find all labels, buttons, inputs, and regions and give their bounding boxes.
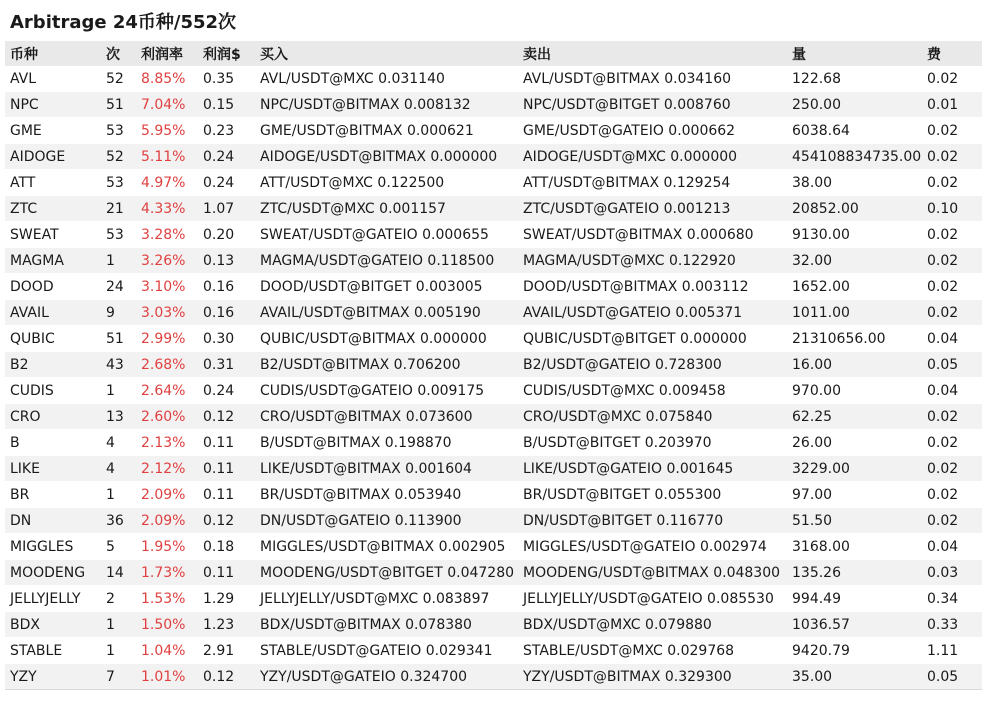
cell-profit: 0.31 xyxy=(198,352,255,378)
table-row[interactable] xyxy=(5,534,982,560)
cell-profit: 0.24 xyxy=(198,170,255,196)
cell-count: 5 xyxy=(101,534,136,560)
table-row[interactable] xyxy=(5,300,982,326)
cell-rate: 5.95% xyxy=(136,118,198,144)
cell-rate: 3.03% xyxy=(136,300,198,326)
cell-profit: 0.12 xyxy=(198,508,255,534)
cell-coin: CRO xyxy=(5,404,101,430)
cell-count: 13 xyxy=(101,404,136,430)
cell-count: 1 xyxy=(101,638,136,664)
cell-count: 53 xyxy=(101,222,136,248)
cell-buy: AVL/USDT@MXC 0.031140 xyxy=(255,66,518,92)
cell-profit: 0.16 xyxy=(198,274,255,300)
cell-sell: B/USDT@BITGET 0.203970 xyxy=(518,430,787,456)
cell-count: 4 xyxy=(101,456,136,482)
cell-coin: AVL xyxy=(5,66,101,92)
cell-buy: NPC/USDT@BITMAX 0.008132 xyxy=(255,92,518,118)
cell-fee: 0.10 xyxy=(922,196,982,222)
cell-rate: 1.01% xyxy=(136,664,198,690)
cell-buy: ATT/USDT@MXC 0.122500 xyxy=(255,170,518,196)
cell-count: 1 xyxy=(101,482,136,508)
cell-profit: 0.20 xyxy=(198,222,255,248)
cell-count: 51 xyxy=(101,326,136,352)
cell-coin: BDX xyxy=(5,612,101,638)
cell-fee: 0.02 xyxy=(922,118,982,144)
cell-buy: YZY/USDT@GATEIO 0.324700 xyxy=(255,664,518,690)
table-row[interactable] xyxy=(5,612,982,638)
cell-fee: 0.04 xyxy=(922,378,982,404)
cell-profit: 1.07 xyxy=(198,196,255,222)
cell-amount: 35.00 xyxy=(787,664,922,690)
column-header-buy[interactable]: 买入 xyxy=(260,46,288,63)
table-header xyxy=(5,41,982,66)
cell-profit: 0.12 xyxy=(198,404,255,430)
cell-sell: MOODENG/USDT@BITMAX 0.048300 xyxy=(518,560,787,586)
header-row xyxy=(5,41,982,66)
table-row[interactable] xyxy=(5,378,982,404)
column-header-coin[interactable]: 币种 xyxy=(10,46,38,63)
cell-count: 24 xyxy=(101,274,136,300)
cell-buy: ZTC/USDT@MXC 0.001157 xyxy=(255,196,518,222)
cell-buy: B2/USDT@BITMAX 0.706200 xyxy=(255,352,518,378)
table-row[interactable] xyxy=(5,482,982,508)
cell-coin: CUDIS xyxy=(5,378,101,404)
cell-profit: 0.11 xyxy=(198,482,255,508)
cell-amount: 38.00 xyxy=(787,170,922,196)
table-row[interactable] xyxy=(5,430,982,456)
cell-coin: MIGGLES xyxy=(5,534,101,560)
table-row[interactable] xyxy=(5,664,982,690)
cell-buy: DN/USDT@GATEIO 0.113900 xyxy=(255,508,518,534)
table-row[interactable] xyxy=(5,66,982,92)
cell-amount: 21310656.00 xyxy=(787,326,922,352)
cell-buy: LIKE/USDT@BITMAX 0.001604 xyxy=(255,456,518,482)
cell-fee: 0.04 xyxy=(922,534,982,560)
cell-sell: BDX/USDT@MXC 0.079880 xyxy=(518,612,787,638)
cell-buy: JELLYJELLY/USDT@MXC 0.083897 xyxy=(255,586,518,612)
cell-rate: 2.99% xyxy=(136,326,198,352)
cell-buy: DOOD/USDT@BITGET 0.003005 xyxy=(255,274,518,300)
cell-amount: 51.50 xyxy=(787,508,922,534)
cell-coin: LIKE xyxy=(5,456,101,482)
table-row[interactable] xyxy=(5,92,982,118)
cell-sell: BR/USDT@BITGET 0.055300 xyxy=(518,482,787,508)
table-row[interactable] xyxy=(5,170,982,196)
cell-amount: 970.00 xyxy=(787,378,922,404)
cell-amount: 3168.00 xyxy=(787,534,922,560)
cell-sell: DOOD/USDT@BITMAX 0.003112 xyxy=(518,274,787,300)
cell-fee: 0.02 xyxy=(922,482,982,508)
table-row[interactable] xyxy=(5,326,982,352)
page-title: Arbitrage 24币种/552次 xyxy=(10,12,237,33)
cell-coin: B xyxy=(5,430,101,456)
cell-coin: NPC xyxy=(5,92,101,118)
cell-sell: NPC/USDT@BITGET 0.008760 xyxy=(518,92,787,118)
cell-profit: 0.11 xyxy=(198,560,255,586)
cell-coin: ATT xyxy=(5,170,101,196)
cell-sell: AVL/USDT@BITMAX 0.034160 xyxy=(518,66,787,92)
cell-count: 43 xyxy=(101,352,136,378)
cell-amount: 3229.00 xyxy=(787,456,922,482)
cell-coin: MOODENG xyxy=(5,560,101,586)
cell-fee: 0.02 xyxy=(922,300,982,326)
cell-buy: SWEAT/USDT@GATEIO 0.000655 xyxy=(255,222,518,248)
cell-coin: SWEAT xyxy=(5,222,101,248)
cell-buy: STABLE/USDT@GATEIO 0.029341 xyxy=(255,638,518,664)
cell-count: 51 xyxy=(101,92,136,118)
cell-fee: 0.03 xyxy=(922,560,982,586)
cell-amount: 62.25 xyxy=(787,404,922,430)
cell-amount: 9130.00 xyxy=(787,222,922,248)
table-row[interactable] xyxy=(5,118,982,144)
cell-count: 2 xyxy=(101,586,136,612)
cell-coin: DOOD xyxy=(5,274,101,300)
cell-coin: GME xyxy=(5,118,101,144)
cell-profit: 1.29 xyxy=(198,586,255,612)
cell-count: 1 xyxy=(101,248,136,274)
cell-buy: GME/USDT@BITMAX 0.000621 xyxy=(255,118,518,144)
cell-fee: 0.02 xyxy=(922,430,982,456)
cell-amount: 994.49 xyxy=(787,586,922,612)
cell-coin: DN xyxy=(5,508,101,534)
table-row[interactable] xyxy=(5,248,982,274)
column-header-sell[interactable]: 卖出 xyxy=(523,46,551,63)
table-row[interactable] xyxy=(5,508,982,534)
cell-buy: MAGMA/USDT@GATEIO 0.118500 xyxy=(255,248,518,274)
table-row[interactable] xyxy=(5,196,982,222)
cell-profit: 0.23 xyxy=(198,118,255,144)
cell-coin: AVAIL xyxy=(5,300,101,326)
cell-profit: 0.24 xyxy=(198,144,255,170)
cell-rate: 1.04% xyxy=(136,638,198,664)
cell-rate: 5.11% xyxy=(136,144,198,170)
cell-sell: LIKE/USDT@GATEIO 0.001645 xyxy=(518,456,787,482)
cell-sell: SWEAT/USDT@BITMAX 0.000680 xyxy=(518,222,787,248)
cell-fee: 0.02 xyxy=(922,170,982,196)
cell-sell: STABLE/USDT@MXC 0.029768 xyxy=(518,638,787,664)
cell-amount: 6038.64 xyxy=(787,118,922,144)
cell-amount: 97.00 xyxy=(787,482,922,508)
cell-profit: 0.12 xyxy=(198,664,255,690)
cell-rate: 2.64% xyxy=(136,378,198,404)
cell-sell: CUDIS/USDT@MXC 0.009458 xyxy=(518,378,787,404)
table-row[interactable] xyxy=(5,456,982,482)
cell-sell: CRO/USDT@MXC 0.075840 xyxy=(518,404,787,430)
cell-amount: 20852.00 xyxy=(787,196,922,222)
cell-profit: 2.91 xyxy=(198,638,255,664)
cell-fee: 1.11 xyxy=(922,638,982,664)
cell-rate: 4.33% xyxy=(136,196,198,222)
cell-amount: 135.26 xyxy=(787,560,922,586)
cell-rate: 2.09% xyxy=(136,482,198,508)
cell-rate: 3.10% xyxy=(136,274,198,300)
cell-rate: 3.26% xyxy=(136,248,198,274)
cell-fee: 0.05 xyxy=(922,664,982,690)
cell-buy: MIGGLES/USDT@BITMAX 0.002905 xyxy=(255,534,518,560)
cell-fee: 0.02 xyxy=(922,222,982,248)
cell-count: 1 xyxy=(101,612,136,638)
cell-fee: 0.02 xyxy=(922,66,982,92)
cell-coin: BR xyxy=(5,482,101,508)
cell-fee: 0.02 xyxy=(922,508,982,534)
cell-coin: B2 xyxy=(5,352,101,378)
cell-sell: JELLYJELLY/USDT@GATEIO 0.085530 xyxy=(518,586,787,612)
cell-count: 21 xyxy=(101,196,136,222)
cell-coin: JELLYJELLY xyxy=(5,586,101,612)
cell-buy: AVAIL/USDT@BITMAX 0.005190 xyxy=(255,300,518,326)
cell-count: 36 xyxy=(101,508,136,534)
cell-amount: 1011.00 xyxy=(787,300,922,326)
cell-coin: AIDOGE xyxy=(5,144,101,170)
cell-profit: 0.30 xyxy=(198,326,255,352)
cell-profit: 0.24 xyxy=(198,378,255,404)
cell-rate: 7.04% xyxy=(136,92,198,118)
cell-rate: 1.53% xyxy=(136,586,198,612)
cell-count: 53 xyxy=(101,118,136,144)
cell-rate: 1.95% xyxy=(136,534,198,560)
cell-buy: MOODENG/USDT@BITGET 0.047280 xyxy=(255,560,518,586)
cell-sell: ZTC/USDT@GATEIO 0.001213 xyxy=(518,196,787,222)
cell-rate: 2.09% xyxy=(136,508,198,534)
cell-sell: ATT/USDT@BITMAX 0.129254 xyxy=(518,170,787,196)
cell-amount: 250.00 xyxy=(787,92,922,118)
cell-fee: 0.34 xyxy=(922,586,982,612)
cell-fee: 0.02 xyxy=(922,404,982,430)
cell-buy: QUBIC/USDT@BITMAX 0.000000 xyxy=(255,326,518,352)
cell-count: 53 xyxy=(101,170,136,196)
column-header-amount[interactable]: 量 xyxy=(792,46,806,63)
cell-fee: 0.02 xyxy=(922,248,982,274)
cell-rate: 2.13% xyxy=(136,430,198,456)
table-row[interactable] xyxy=(5,274,982,300)
cell-count: 7 xyxy=(101,664,136,690)
arbitrage-table xyxy=(5,41,982,690)
cell-coin: MAGMA xyxy=(5,248,101,274)
cell-fee: 0.33 xyxy=(922,612,982,638)
cell-buy: CUDIS/USDT@GATEIO 0.009175 xyxy=(255,378,518,404)
cell-sell: B2/USDT@GATEIO 0.728300 xyxy=(518,352,787,378)
cell-fee: 0.02 xyxy=(922,144,982,170)
cell-count: 14 xyxy=(101,560,136,586)
cell-count: 52 xyxy=(101,66,136,92)
cell-fee: 0.01 xyxy=(922,92,982,118)
cell-sell: GME/USDT@GATEIO 0.000662 xyxy=(518,118,787,144)
table-body xyxy=(5,66,982,690)
cell-fee: 0.02 xyxy=(922,456,982,482)
cell-profit: 0.18 xyxy=(198,534,255,560)
cell-sell: MAGMA/USDT@MXC 0.122920 xyxy=(518,248,787,274)
cell-profit: 0.35 xyxy=(198,66,255,92)
table-row[interactable] xyxy=(5,222,982,248)
cell-count: 52 xyxy=(101,144,136,170)
cell-sell: AIDOGE/USDT@MXC 0.000000 xyxy=(518,144,787,170)
cell-rate: 2.12% xyxy=(136,456,198,482)
cell-amount: 9420.79 xyxy=(787,638,922,664)
cell-profit: 0.11 xyxy=(198,456,255,482)
cell-coin: STABLE xyxy=(5,638,101,664)
cell-amount: 1036.57 xyxy=(787,612,922,638)
cell-amount: 16.00 xyxy=(787,352,922,378)
cell-profit: 0.16 xyxy=(198,300,255,326)
cell-fee: 0.02 xyxy=(922,274,982,300)
cell-fee: 0.04 xyxy=(922,326,982,352)
column-header-fee[interactable]: 费 xyxy=(927,46,941,63)
cell-buy: B/USDT@BITMAX 0.198870 xyxy=(255,430,518,456)
table-row[interactable] xyxy=(5,586,982,612)
cell-amount: 1652.00 xyxy=(787,274,922,300)
cell-profit: 0.13 xyxy=(198,248,255,274)
cell-sell: MIGGLES/USDT@GATEIO 0.002974 xyxy=(518,534,787,560)
cell-rate: 2.68% xyxy=(136,352,198,378)
cell-coin: QUBIC xyxy=(5,326,101,352)
cell-buy: BR/USDT@BITMAX 0.053940 xyxy=(255,482,518,508)
cell-count: 9 xyxy=(101,300,136,326)
cell-amount: 122.68 xyxy=(787,66,922,92)
cell-profit: 0.15 xyxy=(198,92,255,118)
cell-sell: YZY/USDT@BITMAX 0.329300 xyxy=(518,664,787,690)
cell-amount: 26.00 xyxy=(787,430,922,456)
cell-rate: 8.85% xyxy=(136,66,198,92)
table-row[interactable] xyxy=(5,404,982,430)
cell-count: 4 xyxy=(101,430,136,456)
column-header-rate[interactable]: 利润率 xyxy=(141,46,183,63)
cell-rate: 3.28% xyxy=(136,222,198,248)
table-row[interactable] xyxy=(5,638,982,664)
cell-rate: 1.50% xyxy=(136,612,198,638)
cell-profit: 1.23 xyxy=(198,612,255,638)
table-row[interactable] xyxy=(5,352,982,378)
cell-amount: 32.00 xyxy=(787,248,922,274)
cell-profit: 0.11 xyxy=(198,430,255,456)
column-header-profit[interactable]: 利润$ xyxy=(203,46,241,63)
cell-coin: YZY xyxy=(5,664,101,690)
cell-sell: AVAIL/USDT@GATEIO 0.005371 xyxy=(518,300,787,326)
cell-rate: 4.97% xyxy=(136,170,198,196)
table-row[interactable] xyxy=(5,144,982,170)
cell-buy: BDX/USDT@BITMAX 0.078380 xyxy=(255,612,518,638)
cell-count: 1 xyxy=(101,378,136,404)
cell-fee: 0.05 xyxy=(922,352,982,378)
cell-sell: QUBIC/USDT@BITGET 0.000000 xyxy=(518,326,787,352)
cell-buy: CRO/USDT@BITMAX 0.073600 xyxy=(255,404,518,430)
cell-amount: 454108834735.00 xyxy=(787,144,922,170)
cell-coin: ZTC xyxy=(5,196,101,222)
cell-rate: 1.73% xyxy=(136,560,198,586)
cell-rate: 2.60% xyxy=(136,404,198,430)
column-header-count[interactable]: 次 xyxy=(106,46,120,63)
table-row[interactable] xyxy=(5,560,982,586)
cell-sell: DN/USDT@BITGET 0.116770 xyxy=(518,508,787,534)
cell-buy: AIDOGE/USDT@BITMAX 0.000000 xyxy=(255,144,518,170)
